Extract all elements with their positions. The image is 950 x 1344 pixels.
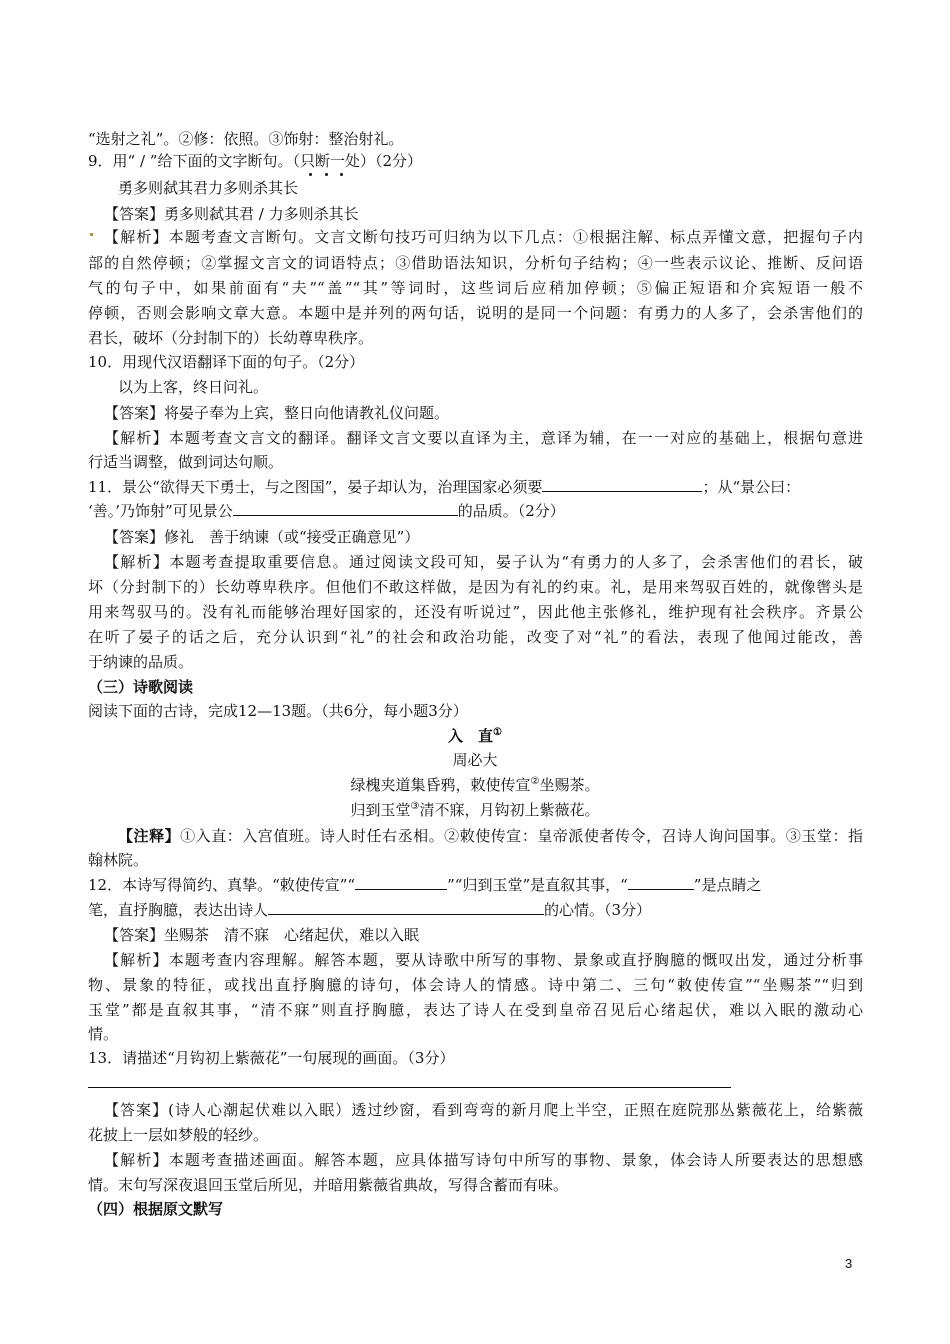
poem-line xyxy=(0,799,950,821)
poem-text: 清不寐，月钩初上紫薇花。 xyxy=(419,801,600,819)
poem-author: 周必大 xyxy=(452,751,498,769)
fill-blank xyxy=(268,899,544,915)
footnote-marker: ② xyxy=(530,776,540,787)
q11-stem: 11．景公“欲得天下勇士，与之图国”，晏子却认为，治理国家必须要 xyxy=(88,478,543,496)
q11-explanation-line: 在听了晏子的话之后，充分认识到“礼”的社会和政治功能，改变了对“礼”的看法，表现了他闻过能改，善 xyxy=(88,628,863,646)
answer-line xyxy=(88,1087,731,1088)
notes-text: ①入直：入宫值班。诗人时任右丞相。②敕使传宣：皇帝派使者传令，召诗人询问国事。③玉堂：指 xyxy=(180,827,863,845)
q9-passage: 勇多则弑其君力多则杀其长 xyxy=(118,179,299,197)
poem-text: 坐赐茶。 xyxy=(539,776,600,794)
q12-stem: ”“归到玉堂”是直叙其事，“ xyxy=(447,876,628,894)
q11-score: 的品质。（2分） xyxy=(457,502,565,520)
q12-score: 的心情。（3分） xyxy=(544,901,652,919)
poem-line xyxy=(0,774,950,796)
question-9 xyxy=(88,150,422,172)
q9-emphasis-text: 只断一处 xyxy=(299,152,360,170)
section-intro: 阅读下面的古诗，完成12—13题。（共6分，每小题3分） xyxy=(88,702,468,720)
q12-stem: 12．本诗写得简约、真挚。“敕使传宣”“ xyxy=(88,876,356,894)
q12-answer: 【答案】坐赐茶 清不寐 心绪起伏，难以入眠 xyxy=(104,926,420,944)
question-11-cont xyxy=(88,500,565,522)
q9-explanation-line: 部的自然停顿；②掌握文言文的词语特点；③借助语法知识，分析句子结构；④一些表示议论、推断、反问语 xyxy=(88,254,863,272)
poem-text: 绿槐夹道集昏鸦，敕使传宣 xyxy=(350,776,531,794)
q10-passage: 以为上客，终日问礼。 xyxy=(118,378,269,396)
q9-explanation-line: 君长，破坏（分封制下的）长幼尊卑秩序。 xyxy=(88,329,374,347)
q10-explanation-line: 【解析】本题考查文言文的翻译。翻译文言文要以直译为主，意译为辅，在一一对应的基础上，根据句意进 xyxy=(104,429,863,447)
q13-explanation-line: 【解析】本题考查描述画面。解答本题，应具体描写诗句中所写的事物、景象，体会诗人所要表达的思想感 xyxy=(104,1151,863,1169)
q11-stem: ；从“景公曰： xyxy=(702,478,801,496)
fill-blank xyxy=(628,874,694,890)
emphasis-dot xyxy=(325,173,328,176)
poem-title-text: 入 直 xyxy=(448,727,494,745)
q9-explanation-line: 停顿，否则会影响文章大意。本题中是并列的两句话，说明的是同一个问题：有勇力的人多了，会杀害他们的 xyxy=(88,304,863,322)
q9-stem: 9．用“ / ”给下面的文字断句。（ xyxy=(88,152,300,170)
q11-explanation-line: 用来驾驭马的。没有礼而能够治理好国家的，还没有听说过”，因此他主张修礼，维护现有社会秩序。齐景公 xyxy=(88,603,863,621)
q12-stem: ”是点睛之 xyxy=(693,876,762,894)
section-heading: （三）诗歌阅读 xyxy=(88,678,194,696)
q9-emphasis xyxy=(300,152,360,170)
text-line: “选射之礼”。②修：依照。③饰射：整治射礼。 xyxy=(88,130,404,148)
emphasis-dot xyxy=(340,173,343,176)
question-12-cont xyxy=(88,899,651,921)
fill-blank xyxy=(542,476,702,492)
question-13: 13．请描述“月钩初上紫薇花”一句展现的画面。（3分） xyxy=(88,1049,455,1067)
q9-answer: 【答案】勇多则弑其君 / 力多则杀其长 xyxy=(104,205,359,223)
page-number: 3 xyxy=(845,1256,853,1271)
poem-title xyxy=(0,725,950,747)
emphasis-dot xyxy=(309,173,312,176)
q10-answer: 【答案】将晏子奉为上宾，整日向他请教礼仪问题。 xyxy=(104,404,450,422)
q12-explanation-line: 玉堂”都是直叙其事，“清不寐”则直抒胸臆，表达了诗人在受到皇帝召见后心绪起伏，难以入眠的激动心 xyxy=(88,1001,863,1019)
poem-notes xyxy=(118,825,863,847)
question-10: 10．用现代汉语翻译下面的句子。（2分） xyxy=(88,353,365,371)
q11-answer: 【答案】修礼 善于纳谏（或“接受正确意见”） xyxy=(104,528,420,546)
fill-blank xyxy=(233,500,458,516)
q13-answer-line: 【答案】(诗人心潮起伏难以入眠）透过纱窗，看到弯弯的新月爬上半空，正照在庭院那丛紫薇花上，给紫薇 xyxy=(104,1101,863,1119)
q9-explanation-line: 气的句子中，如果前面有“夫”“盖”“其”等词时，这些词后应稍加停顿；⑤偏正短语和介宾短语一般不 xyxy=(88,279,863,297)
q13-explanation-line: 情。末句写深夜退回玉堂后所见，并暗用紫薇省典故，写得含蓄而有味。 xyxy=(88,1176,569,1194)
footnote-marker: ① xyxy=(493,727,502,738)
q11-explanation-line: 【解析】本题考查提取重要信息。通过阅读文段可知，晏子认为“有勇力的人多了，会杀害他们的君长，破 xyxy=(104,553,863,571)
q9-score: ）（2分） xyxy=(360,152,423,170)
q12-explanation-line: 物、景象的特征，或找出直抒胸臆的诗句，体会诗人的情感。诗中第二、三句“敕使传宣”“坐赐茶”“归到 xyxy=(88,976,863,994)
footnote-marker: ③ xyxy=(410,801,420,812)
q11-stem: ‘善。’乃饰射”可见景公 xyxy=(88,502,233,520)
poem-notes-cont: 翰林院。 xyxy=(88,851,149,869)
question-11 xyxy=(88,476,800,498)
q11-explanation-line: 于纳谏的品质。 xyxy=(88,653,194,671)
notes-label: 【注释】 xyxy=(118,827,181,845)
q11-explanation-line: 坏（分封制下的）长幼尊卑秩序。但他们不敢这样做，是因为有礼的约束。礼，是用来驾驭百姓的，就像辔头是 xyxy=(88,578,863,596)
q13-answer-line: 花披上一层如梦般的轻纱。 xyxy=(88,1126,269,1144)
q12-explanation-line: 情。 xyxy=(88,1025,119,1043)
q9-explanation-line: 【解析】本题考查文言断句。文言文断句技巧可归纳为以下几点：①根据注解、标点弄懂文意，把握句子内 xyxy=(104,228,863,246)
poem-text: 归到玉堂 xyxy=(350,801,411,819)
q12-stem: 笔，直抒胸臆，表达出诗人 xyxy=(88,901,269,919)
q10-explanation-line: 行适当调整，做到词达句顺。 xyxy=(88,453,284,471)
margin-mark xyxy=(90,233,93,236)
q12-explanation-line: 【解析】本题考查内容理解。解答本题，要从诗歌中所写的事物、景象或直抒胸臆的慨叹出发，通过分析事 xyxy=(104,951,863,969)
question-12 xyxy=(88,874,761,896)
fill-blank xyxy=(355,874,447,890)
section-heading: （四）根据原文默写 xyxy=(88,1200,224,1218)
